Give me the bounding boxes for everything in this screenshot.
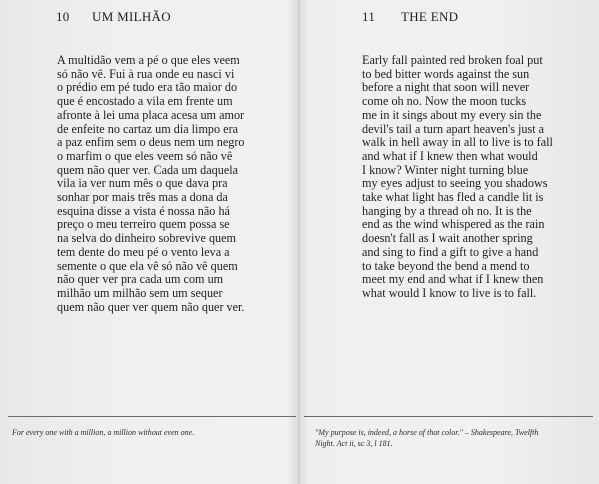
text-line: milhão um milhão sem um sequer	[57, 285, 223, 300]
text-line: vila ia ver num mês o que dava pra	[57, 176, 228, 191]
left-footnote: For every one with a million, a million without even one.	[12, 428, 195, 437]
text-line: devil's tail a turn apart heaven's just a	[362, 121, 545, 136]
text-line: preço o meu terreiro quem possa se	[57, 217, 230, 232]
text-line: quem não quer ver. Cada um daquela	[57, 162, 239, 177]
text-line: hanging by a thread oh no. It is the	[362, 203, 532, 218]
text-line: o prédio em pé tudo era tão maior do	[57, 80, 238, 95]
text-line: tem dente do meu pé o vento leva a	[57, 244, 230, 259]
text-line: sonhar por mais três mas a dona da	[57, 190, 228, 205]
text-line: afronte à lei uma placa acesa um amor	[57, 107, 245, 122]
footnote-line: "My purpose is, indeed, a horse of that color." – Shakespeare, Twelfth	[315, 428, 539, 437]
left-page-body	[57, 54, 262, 314]
text-line: doesn't fall as I wait another spring	[362, 231, 533, 246]
text-line: só não vê. Fui à rua onde eu nasci vi	[57, 66, 235, 81]
footnote-rule-left	[8, 416, 296, 417]
text-line: take what light has fled a candle lit is	[362, 190, 544, 205]
text-line: esquina disse a vista é nossa não há	[57, 203, 230, 218]
text-line: de enfeite no cartaz um dia limpo era	[57, 121, 239, 136]
text-line: I know? Winter night turning blue	[362, 162, 529, 177]
left-page-title: UM MILHÃO	[92, 9, 171, 24]
left-page-number: 10	[56, 9, 70, 24]
text-line: meet my end and what if I knew then	[362, 272, 544, 287]
text-line: my eyes adjust to seeing you shadows	[362, 176, 548, 191]
text-line: a paz enfim sem o deus nem um negro	[57, 135, 245, 150]
text-line: na selva do dinheiro sobrevive quem	[57, 231, 237, 246]
text-line: o marfim o que eles veem só não vê	[57, 148, 233, 163]
page-gutter	[298, 0, 300, 484]
text-line: and what if I knew then what would	[362, 148, 538, 163]
footnote-line: Night. Act ii, sc 3, l 181.	[315, 438, 393, 448]
right-page-title: THE END	[401, 9, 459, 24]
text-line: quem não quer ver quem não quer ver.	[57, 299, 245, 314]
text-line: A multidão vem a pé o que eles veem	[57, 53, 240, 67]
footnote-rule-right	[304, 416, 593, 417]
text-line: semente o que ela vê só não vê quem	[57, 258, 238, 273]
text-line: me in it sings about my every sin the	[362, 107, 542, 122]
text-line: to bed bitter words against the sun	[362, 66, 530, 81]
text-line: to take beyond the bend a mend to	[362, 258, 530, 273]
text-line: and sing to find a gift to give a hand	[362, 244, 539, 259]
text-line: que é encostado a vila em frente um	[57, 94, 233, 109]
text-line: what would I know to live is to fall.	[362, 285, 537, 300]
text-line: come oh no. Now the moon tucks	[362, 94, 527, 109]
text-line: não quer ver pra cada um com um	[57, 272, 224, 287]
text-line: walk in hell away in all to live is to fall	[362, 135, 553, 150]
right-footnote	[315, 428, 538, 449]
text-line: before a night that soon will never	[362, 80, 530, 95]
text-line: end as the wind whispered as the rain	[362, 217, 545, 232]
right-page-number: 11	[362, 9, 376, 24]
text-line: Early fall painted red broken foal put	[362, 53, 543, 67]
right-page-body	[362, 54, 562, 301]
